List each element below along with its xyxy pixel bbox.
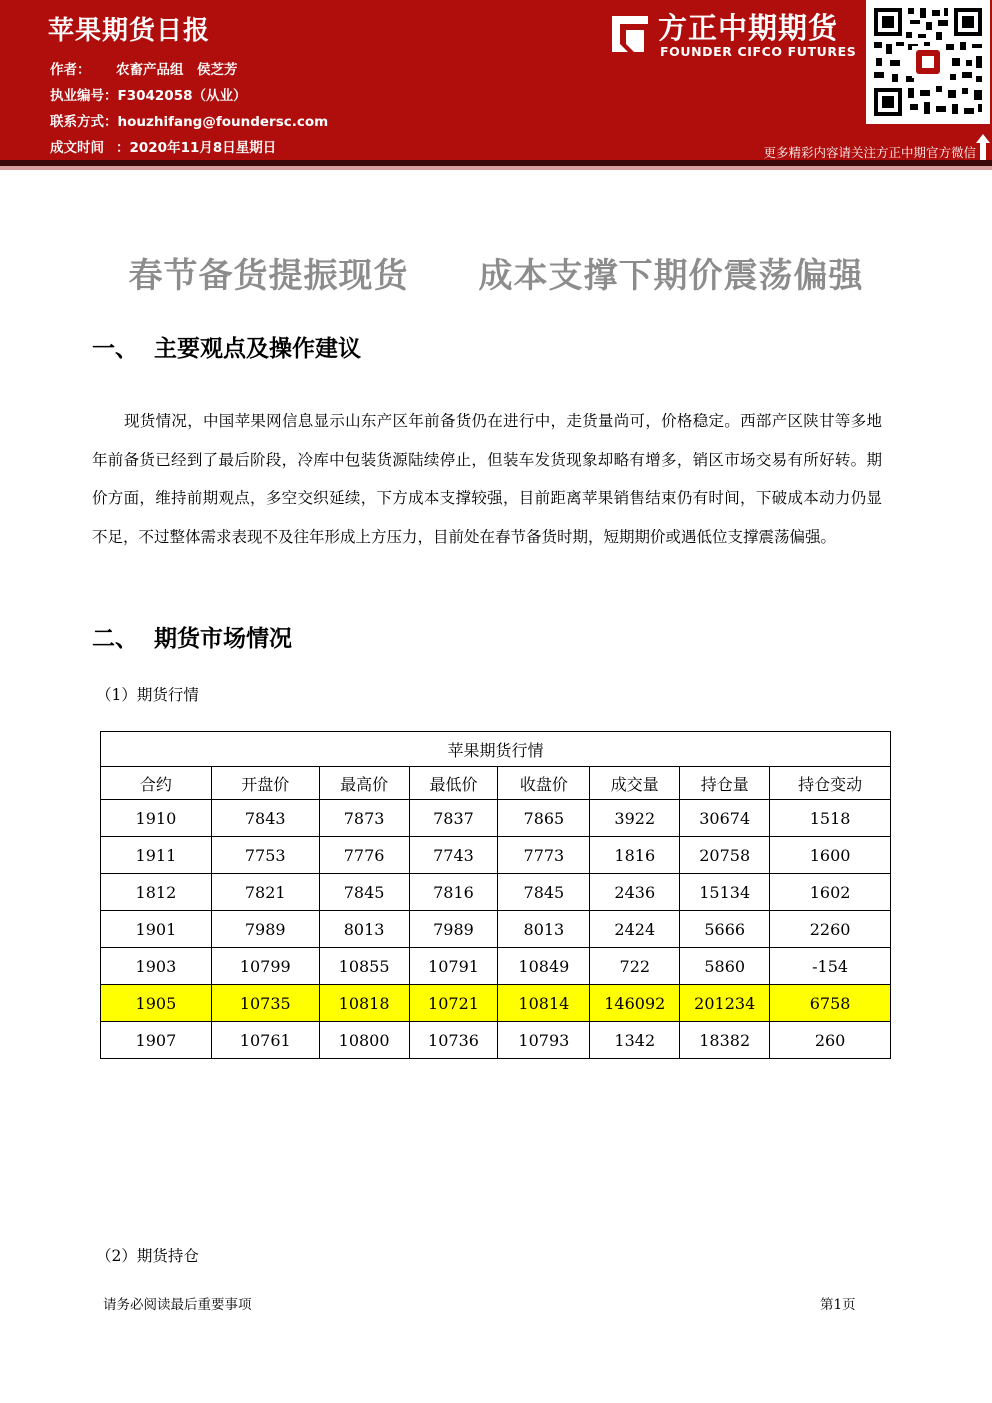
table-cell: 7843 [211, 800, 319, 837]
license-value: F3042058（从业） [117, 88, 247, 104]
section-heading-1 [92, 330, 361, 363]
table-cell: 10799 [211, 948, 319, 985]
table-cell: 2436 [590, 874, 680, 911]
license-label: 执业编号： [50, 88, 118, 104]
table-cell: 1910 [101, 800, 212, 837]
table-cell: -154 [770, 948, 891, 985]
page-title-part2: 成本支撑下期价震荡偏强 [478, 256, 864, 296]
report-header [0, 0, 992, 160]
header-divider-light [0, 166, 992, 170]
qr-code-icon[interactable] [866, 0, 990, 124]
table-cell: 6758 [770, 985, 891, 1022]
table-cell: 7816 [409, 874, 498, 911]
table-cell: 1903 [101, 948, 212, 985]
subsection-futures-quotes: （1）期货行情 [96, 686, 199, 704]
table-cell: 7821 [211, 874, 319, 911]
table-header-cell: 合约 [101, 767, 212, 800]
up-arrow-icon [976, 134, 990, 160]
table-cell: 260 [770, 1022, 891, 1059]
contact-value[interactable]: houzhifang@foundersc.com [117, 114, 329, 130]
section-title-2: 期货市场情况 [154, 626, 292, 652]
table-cell: 201234 [680, 985, 770, 1022]
table-header-cell: 成交量 [590, 767, 680, 800]
date-line [50, 136, 276, 156]
founder-logo-icon [604, 10, 652, 58]
section-number-1: 一、 [92, 336, 138, 362]
table-cell: 7845 [498, 874, 590, 911]
table-row [101, 985, 891, 1022]
table-cell: 10736 [409, 1022, 498, 1059]
brand-logo [600, 4, 862, 64]
table-cell: 20758 [680, 837, 770, 874]
table-cell: 10791 [409, 948, 498, 985]
table-cell: 5860 [680, 948, 770, 985]
table-cell: 7773 [498, 837, 590, 874]
table-cell: 1518 [770, 800, 891, 837]
table-row [101, 800, 891, 837]
date-value: ：2020年11月8日星期日 [116, 140, 277, 156]
table-cell: 7989 [211, 911, 319, 948]
table-row [101, 874, 891, 911]
author-value: 农畜产品组 侯芝芳 [116, 62, 238, 78]
table-row [101, 837, 891, 874]
table-cell: 3922 [590, 800, 680, 837]
footer-page-number: 第1页 [820, 1297, 856, 1313]
author-line [50, 58, 238, 78]
table-cell: 1905 [101, 985, 212, 1022]
table-row [101, 911, 891, 948]
footer-notice: 请务必阅读最后重要事项 [103, 1297, 252, 1313]
table-cell: 5666 [680, 911, 770, 948]
table-cell: 2424 [590, 911, 680, 948]
table-cell: 10814 [498, 985, 590, 1022]
table-cell: 1812 [101, 874, 212, 911]
table-cell: 1816 [590, 837, 680, 874]
table-cell: 10800 [319, 1022, 409, 1059]
date-label: 成文时间 [50, 140, 104, 156]
table-cell: 7837 [409, 800, 498, 837]
table-cell: 10818 [319, 985, 409, 1022]
table-cell: 8013 [319, 911, 409, 948]
author-label: 作者： [50, 62, 91, 78]
table-cell: 10735 [211, 985, 319, 1022]
table-cell: 7865 [498, 800, 590, 837]
table-caption: 苹果期货行情 [101, 732, 891, 767]
subsection-futures-positions: （2）期货持仓 [96, 1247, 199, 1265]
table-cell: 146092 [590, 985, 680, 1022]
section-heading-2 [92, 620, 292, 653]
table-header-cell: 收盘价 [498, 767, 590, 800]
table-cell: 7989 [409, 911, 498, 948]
table-cell: 10793 [498, 1022, 590, 1059]
table-cell: 1602 [770, 874, 891, 911]
table-cell: 1342 [590, 1022, 680, 1059]
contact-label: 联系方式： [50, 114, 118, 130]
table-cell: 8013 [498, 911, 590, 948]
table-cell: 10721 [409, 985, 498, 1022]
table-cell: 1600 [770, 837, 891, 874]
table-cell: 15134 [680, 874, 770, 911]
license-line [50, 84, 246, 104]
follow-wechat-text: 更多精彩内容请关注方正中期官方微信 [763, 145, 976, 160]
futures-quotes-table [100, 731, 891, 1059]
table-cell: 1907 [101, 1022, 212, 1059]
table-cell: 7753 [211, 837, 319, 874]
brand-name-en: FOUNDER CIFCO FUTURES [660, 44, 857, 59]
table-row [101, 1022, 891, 1059]
table-cell: 10849 [498, 948, 590, 985]
table-cell: 18382 [680, 1022, 770, 1059]
table-cell: 722 [590, 948, 680, 985]
page-title [0, 248, 992, 297]
table-row [101, 948, 891, 985]
summary-paragraph: 现货情况，中国苹果网信息显示山东产区年前备货仍在进行中，走货量尚可，价格稳定。西部产区陕甘等多地年前备货已经到了最后阶段，冷库中包装货源陆续停止，但装车发货现象却略有增多，销区市场交易有所好转。期价方面，维持前期观点，多空交织延续，下方成本支撑较强，目前距离苹果销售结束仍有时间，下破成本动力仍显不足，不过整体需求表现不及往年形成上方压力，目前处在春节备货时期，短期期价或遇低位支撑震荡偏强。 [92, 412, 882, 546]
table-cell: 10855 [319, 948, 409, 985]
table-cell: 7873 [319, 800, 409, 837]
table-cell: 2260 [770, 911, 891, 948]
table-cell: 30674 [680, 800, 770, 837]
page-title-part1: 春节备货提振现货 [128, 256, 409, 296]
table-cell: 7776 [319, 837, 409, 874]
table-cell: 7743 [409, 837, 498, 874]
table-header-cell: 持仓量 [680, 767, 770, 800]
brand-name-cn: 方正中期期货 [658, 11, 839, 45]
table-header-cell: 最低价 [409, 767, 498, 800]
table-header-cell: 最高价 [319, 767, 409, 800]
table-header-row [101, 767, 891, 800]
table-cell: 10761 [211, 1022, 319, 1059]
contact-line [50, 110, 328, 130]
table-header-cell: 开盘价 [211, 767, 319, 800]
table-cell: 1901 [101, 911, 212, 948]
section-number-2: 二、 [92, 626, 138, 652]
table-cell: 7845 [319, 874, 409, 911]
report-title: 苹果期货日报 [48, 16, 211, 46]
section-title-1: 主要观点及操作建议 [154, 336, 361, 362]
table-cell: 1911 [101, 837, 212, 874]
table-header-cell: 持仓变动 [770, 767, 891, 800]
